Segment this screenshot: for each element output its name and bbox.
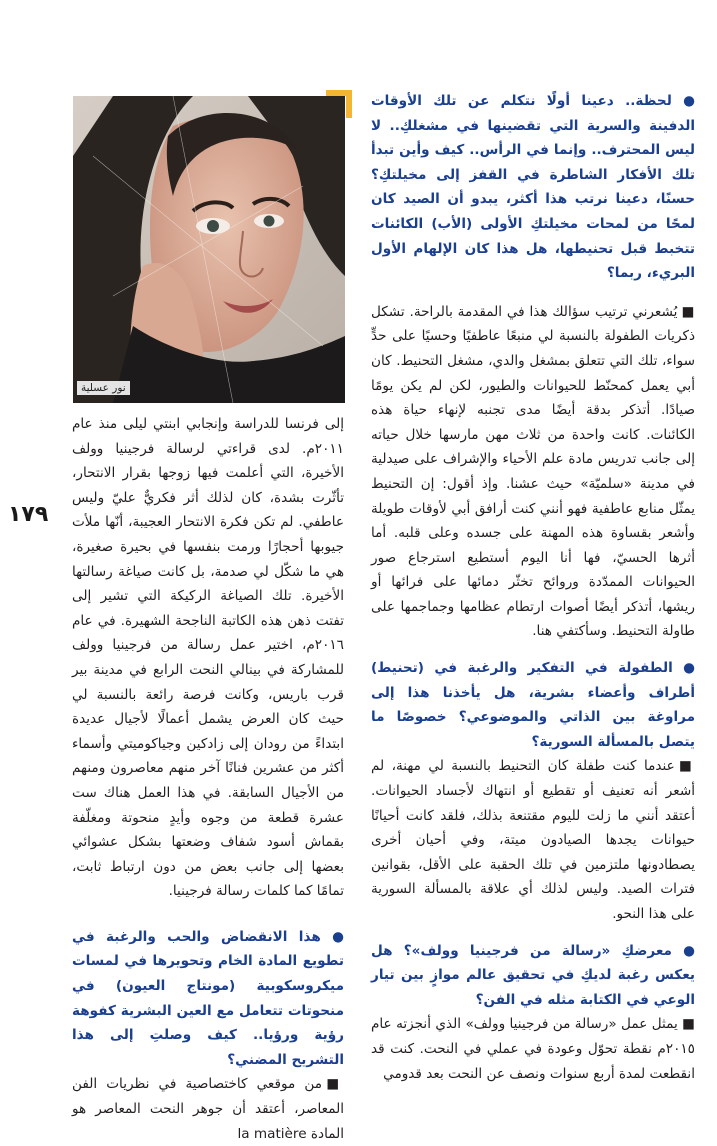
answer-4-text: من موقعي كاختصاصية في نظريات الفن المعاصر، أعتقد أن جوهر النحت المعاصر هو المادة la matière bbox=[72, 1076, 344, 1142]
answer-1 bbox=[371, 300, 695, 644]
portrait-illustration bbox=[73, 96, 345, 403]
right-column bbox=[371, 89, 695, 1086]
answer-bullet: ■ bbox=[326, 1076, 345, 1093]
photo-caption: نور عسلية bbox=[77, 381, 130, 395]
answer-1-text: يُشعرني ترتيب سؤالك هذا في المقدمة بالراحة. تشكل ذكريات الطفولة بالنسبة لي منبعًا عاطفيًا وحسيًا على حدٍّ سواء، تلك التي تتعلق بمشغل والدي، مشغل التحنيط. كان أبي يعمل كمحنّط للحيوانات والطيور، لكن لم يكن يومًا صيادًا. أتذكر بدقة أيضًا مدى تجنبه لإنهاء حياة هذه الكائنات. كانت واحدة من ثلاث مهن مارسها خلال حياته إلى جانب تدريس مادة علم الأحياء والإشراف على صيدلية في مدينة «سلميّة» حيث عشنا. وإذ أقول: إن التحنيط يمثّل منابع عاطفية فهو أنني كنت أرافق أبي لأوقات طويلة وأشعر بقساوة هذه المهنة على جسده وعلى قلبه. أما أثرها الحسيّ، فها أنا اليوم أستطيع استرجاع صور الحيوانات الممدّدة وروائح تخثّر دمائها على فرائها أو ريشها، أتذكر أيضًا أصوات ارتطام عظامها وجماجمها على طاولة التحنيط. وسأكتفي هنا. bbox=[371, 303, 695, 640]
question-1: ● لحظة.. دعينا أولًا نتكلم عن تلك الأوقات الدفينة والسرية التي تقضينها في مشغلكِ.. لا ليس المحترف.. وإنما في الرأس.. كيف وأين تبدأ تلك الأفكار الشاطرة في القفز إلى مخيلتكِ؟ حسنًا، دعينا نرتب هذا أكثر، يبدو أن الصيد كان لمحًا من لمحات مخيلتكِ الأولى (الأب) الكائنات تتخبط قبل تحنيطها، هل هذا كان الإلهام الأول البريء، ربما؟ bbox=[371, 93, 695, 282]
portrait-photo bbox=[73, 96, 345, 403]
answer-3 bbox=[371, 1012, 695, 1086]
answer-bullet: ■ bbox=[679, 758, 695, 775]
page-number: ١٧٩ bbox=[8, 502, 49, 527]
question-4: ● هذا الانقضاض والحب والرغبة في تطويع المادة الخام وتحويرها في لمسات ميكروسكوبية (مونتاج العيون) في منحوتات تتعامل مع العين البشرية كفوهة رؤية ورؤيا.. كيف وصلتِ إلى هذا التشريح المضني؟ bbox=[72, 928, 344, 1068]
answer-bullet: ■ bbox=[681, 303, 695, 320]
answer-2 bbox=[371, 754, 695, 926]
answer-bullet: ■ bbox=[682, 1016, 695, 1033]
question-3: ● معرضكِ «رسالة من فرجينيا وولف»؟ هل يعكس رغبة لديكِ في تحقيق عالم موازٍ بين تيار الوعي في الكتابة مثله في الفن؟ bbox=[371, 942, 695, 1008]
answer-3-text: يمثل عمل «رسالة من فرجينيا وولف» الذي أنجزته عام ٢٠١٥م نقطة تحوّل وعودة في عملي في النحت. كنت قد انقطعت لمدة أربع سنوات ونصف عن النحت بعد قدومي bbox=[371, 1016, 695, 1082]
accent-corner-horizontal bbox=[326, 90, 352, 96]
answer-3-continued: إلى فرنسا للدراسة وإنجابي ابنتي ليلى منذ عام ٢٠١١م. لدى قراءتي لرسالة فرجينيا وولف الأخيرة، التي أعلمت فيها زوجها بقرار الانتحار، تأثّرت بشدة، كان لذلك أثر فكريٌّ عليّ وليس عاطفي. لم تكن فكرة الانتحار العجيبة، أنّها ملأت جيوبها أحجارًا ورمت بنفسها في بحيرة صغيرة، هي ما شكّل لي صدمة، بل كانت صياغة رسالتها الأخيرة. تلك الصياغة الركيكة التي تشير إلى تفتت ذهن هذه الكاتبة الناجحة الشهيرة. في عام ٢٠١٦م، اختير عمل رسالة من فرجينيا وولف للمشاركة في بينالي النحت الرابع في مدينة بير قرب باريس، وكانت فرصة رائعة بالنسبة لي حيث كان العرض يشمل أعمالًا لأجيال عديدة ابتداءً من رودان إلى زادكين وجياكوميتي وأسماء أكثر من عشرين فنانًا آخر منهم معاصرون ومنهم من الأجيال السابقة. في هذا العمل هناك ست عشرة قطعة من وجوه وأيدٍ منحوتة ومغلّفة بقماش أسود شفاف وضعتها بشكل عشوائي بعضها إلى جانب بعض من دون ارتباط ثابت، تمامًا كما كلمات رسالة فرجينيا. bbox=[72, 416, 344, 900]
answer-4 bbox=[72, 1072, 344, 1146]
answer-2-text: عندما كنت طفلة كان التحنيط بالنسبة لي مهنة، لم أشعر أنه تعنيف أو تقطيع أو انتهاك لأجساد الحيوانات. أعتقد أنني ما زلت لليوم مقتنعة بذلك، فلقد كانت أحيانًا حيوانات يجدها الصيادون ميتة، وفي أحيان أخرى يصطادونها ملتزمين في تلك الحقبة على الأقل، بقوانين فترات الصيد. وليس لذلك أي علاقة بالمسألة السورية على هذا النحو. bbox=[371, 758, 695, 922]
question-2: ● الطفولة في التفكير والرغبة في (تحنيط) أطراف وأعضاء بشرية، هل يأخذنا هذا إلى مراوغة بين الذاتي والموضوعي؟ خصوصًا ما يتصل بالمسألة السورية؟ bbox=[371, 660, 695, 750]
left-column bbox=[72, 412, 344, 1146]
